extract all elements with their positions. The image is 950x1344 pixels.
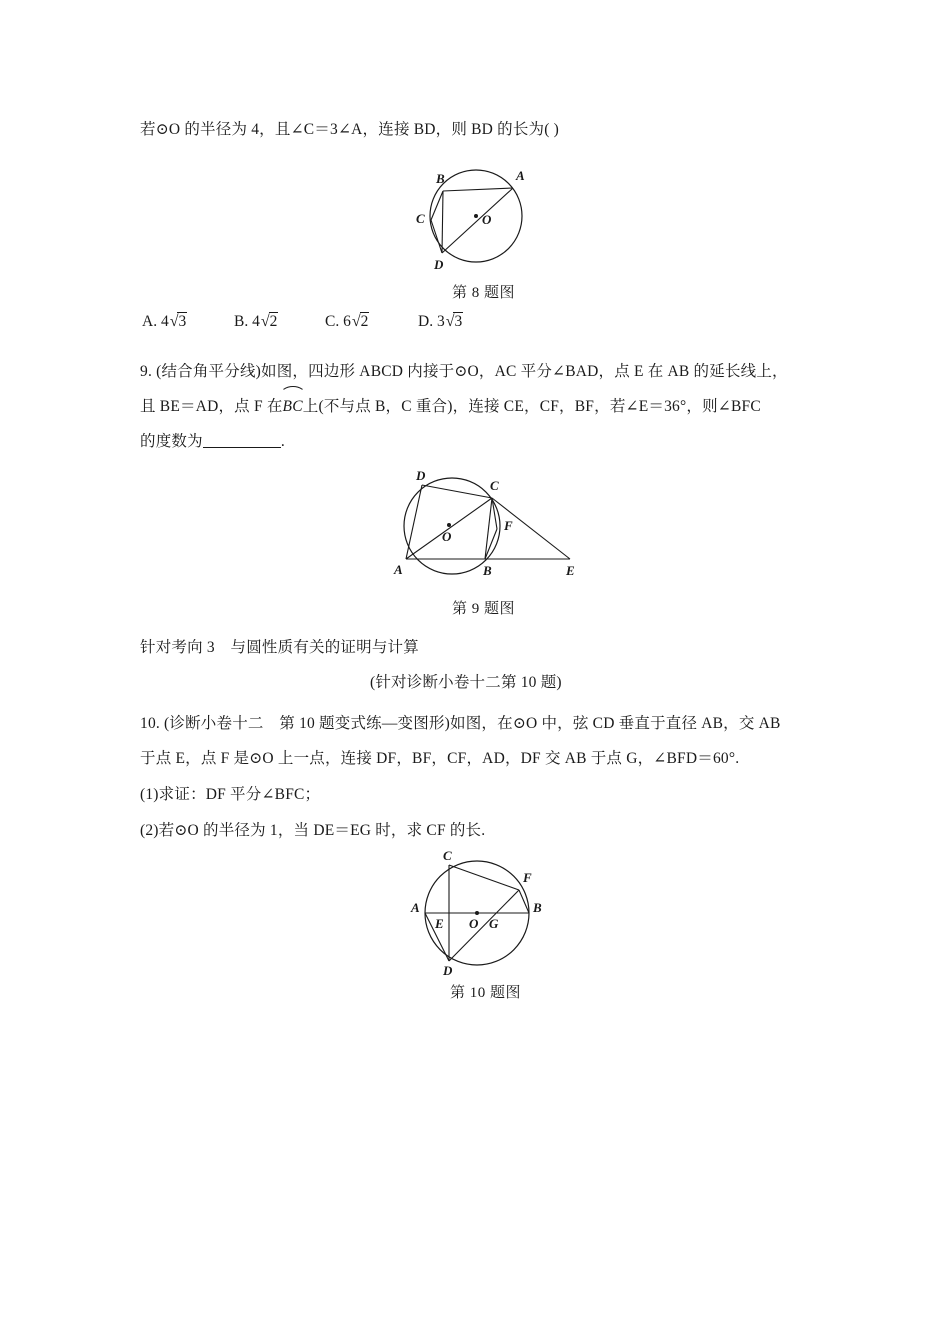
q8-option-b-radicand: 2 [269, 313, 278, 330]
q8-option-d-coef: 3 [436, 313, 445, 330]
arc-icon [280, 386, 306, 395]
q8-option-a-radicand: 3 [178, 313, 187, 330]
q8-segment-CD [431, 220, 442, 253]
q9-label-F: F [504, 518, 513, 533]
q10-center-dot [475, 911, 479, 915]
q8-label-D: D [434, 257, 444, 272]
q8-option-d[interactable]: D. 3√3 [418, 313, 463, 330]
q9-label-D: D [416, 468, 426, 483]
q9-line3-part-b: . [280, 433, 285, 450]
q9-line2-part-b: 上(不与点 B，C 重合)，连接 CE，CF，BF，若∠E＝36°，则∠BFC [302, 398, 761, 415]
q10-label-A: A [411, 900, 420, 915]
q8-option-b-key: B. [234, 313, 249, 330]
q10-segment-CF [449, 865, 519, 890]
q10-label-D: D [443, 963, 453, 976]
q8-option-c[interactable]: C. 6√2 [325, 313, 369, 330]
q9-line3-part-a: 的度数为 [140, 433, 203, 450]
q10-label-G: G [489, 916, 499, 931]
q8-label-A: A [516, 168, 525, 183]
q10-line1: 10. (诊断小卷十二 第 10 题变式练—变图形)如图，在⊙O 中，弦 CD 垂直于直径 AB，交 AB [140, 715, 781, 732]
q10-label-E: E [435, 916, 444, 931]
q8-segment-AD [442, 188, 513, 253]
q9-figure-caption: 第 9 题图 [452, 601, 516, 617]
q10-label-F: F [523, 870, 532, 885]
q8-option-b-coef: 4 [252, 313, 260, 330]
q10-label-O: O [469, 916, 479, 931]
q10-part1: (1)求证：DF 平分∠BFC； [140, 786, 321, 803]
q9-arc-bc-text: BC [282, 398, 303, 415]
q9-label-A: A [394, 562, 403, 577]
q9-arc-bc [283, 395, 303, 418]
q8-figure-caption: 第 8 题图 [452, 285, 516, 301]
q9-label-O: O [442, 529, 452, 544]
q8-figure [396, 158, 586, 278]
q9-answer-blank[interactable] [203, 433, 281, 448]
q8-option-c-radicand: 2 [360, 313, 369, 330]
q8-segment-AB [443, 188, 513, 191]
q8-label-O: O [482, 212, 492, 227]
section-heading: 针对考向 3 与圆性质有关的证明与计算 [140, 639, 419, 656]
section-subheading: (针对诊断小卷十二第 10 题) [370, 674, 562, 691]
q8-segment-BC [431, 191, 443, 220]
q10-figure [405, 848, 565, 981]
q9-label-E: E [566, 563, 575, 578]
q8-label-B: B [436, 171, 445, 186]
q8-segment-BD [442, 191, 443, 253]
q10-label-C: C [443, 848, 452, 863]
q8-option-a[interactable]: A. 4√3 [142, 313, 187, 330]
q8-option-c-coef: 6 [343, 313, 351, 330]
q8-option-d-radicand: 3 [454, 313, 463, 330]
q9-center-dot [447, 523, 451, 527]
q9-label-B: B [483, 563, 492, 578]
q8-option-a-coef: 4 [160, 313, 169, 330]
q8-option-a-key: A. [142, 313, 158, 330]
q10-line2: 于点 E，点 F 是⊙O 上一点，连接 DF，BF，CF，AD，DF 交 AB 于点 G，∠BFD＝60°. [140, 750, 740, 767]
q9-figure [380, 468, 600, 598]
q10-figure-caption: 第 10 题图 [450, 985, 522, 1001]
q9-segment-DC [422, 485, 492, 498]
q9-line2 [140, 395, 761, 418]
q8-center-dot [474, 214, 478, 218]
q9-line2-part-a: 且 BE＝AD，点 F 在 [140, 398, 283, 415]
q8-label-C: C [416, 211, 425, 226]
q8-option-b[interactable]: B. 4√2 [234, 313, 278, 330]
q8-option-c-key: C. [325, 313, 340, 330]
q8-stem-line1: 若⊙O 的半径为 4，且∠C＝3∠A，连接 BD，则 BD 的长为( ) [140, 121, 560, 138]
q10-segment-DF [449, 890, 519, 961]
q9-line3 [140, 430, 285, 453]
q10-part2: (2)若⊙O 的半径为 1，当 DE＝EG 时，求 CF 的长. [140, 822, 486, 839]
q10-label-B: B [533, 900, 542, 915]
q9-label-C: C [490, 478, 499, 493]
q8-option-d-key: D. [418, 313, 434, 330]
q9-line1: 9. (结合角平分线)如图，四边形 ABCD 内接于⊙O，AC 平分∠BAD，点 E 在 AB 的延长线上， [140, 363, 788, 380]
